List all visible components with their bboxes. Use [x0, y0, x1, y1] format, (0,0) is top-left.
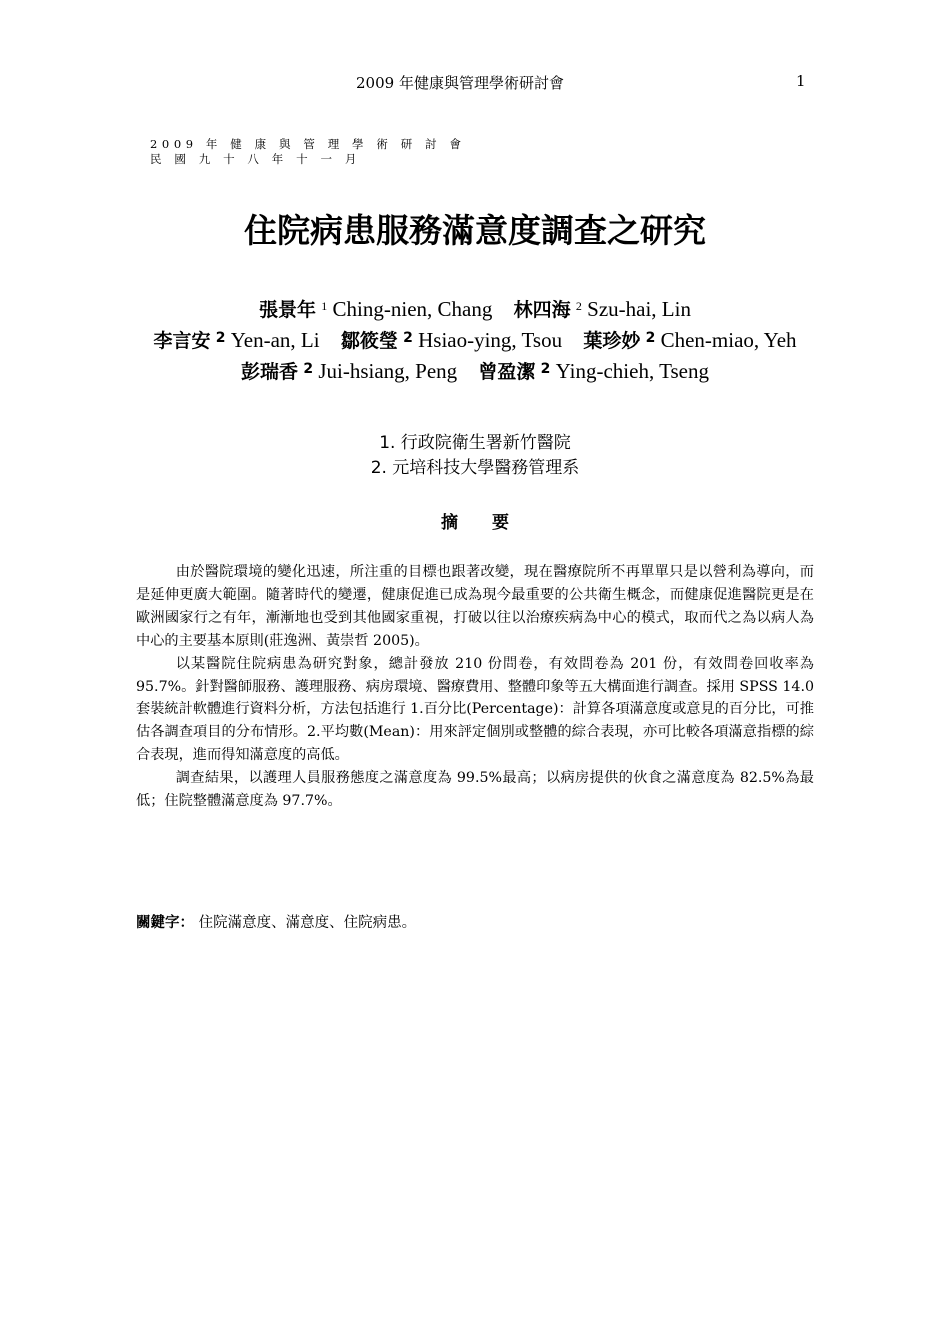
page-number: 1 [796, 72, 806, 90]
author-line-3 [136, 355, 814, 386]
author-name-cn: 曾盈潔 [478, 361, 536, 383]
author-name-cn: 李言安 [153, 330, 211, 352]
author-affil-mark: 2 [645, 330, 656, 346]
abstract-body [136, 561, 814, 813]
author-line-2 [136, 324, 814, 355]
author-affil-mark: 2 [215, 330, 226, 346]
running-header: 2009 年健康與管理學術研討會 [356, 74, 564, 92]
paper-title: 住院病患服務滿意度調查之研究 [244, 211, 706, 250]
author-affil-mark: 2 [403, 330, 413, 346]
author-name-cn: 張景年 [259, 299, 317, 321]
author-name-cn: 林四海 [513, 299, 571, 321]
conference-meta [150, 137, 466, 167]
abstract-paragraph: 以某醫院住院病患為研究對象，總計發放 210 份問卷，有效問卷為 201 份，有效問卷回收率為 95.7%。針對醫師服務、護理服務、病房環境、醫療費用、整體印象等五大構面進行調查。採用 SPSS 14.0 套裝統計軟體進行資料分析，方法包括進行 1.百分比(Percentage)：計算各項滿意度或意見的百分比，可推估各調查項目的分布情形。2.平均數(Mean)：用來評定個別或整體的綜合表現，亦可比較各項滿意指標的綜合表現，進而得知滿意度的高低。 [136, 655, 814, 764]
author-name-en: Jui-hsiang, Peng [318, 359, 458, 383]
author-name-en: Yen-an, Li [230, 328, 320, 352]
conference-date: 民 國 九 十 八 年 十 一 月 [150, 152, 361, 166]
author-line-1 [136, 292, 814, 324]
affiliation: 2. 元培科技大學醫務管理系 [370, 458, 580, 478]
author-name-en: Szu-hai, Lin [587, 297, 691, 321]
affiliations [0, 431, 950, 481]
author-name-en: Chen-miao, Yeh [660, 328, 797, 352]
author-affil-mark: 2 [540, 361, 551, 377]
keywords-label: 關鍵字： [136, 915, 194, 931]
author-affil-mark: 2 [575, 299, 582, 313]
author-name-cn: 彭瑞香 [241, 361, 299, 383]
author-name-en: Ching-nien, Chang [332, 297, 493, 321]
abstract-paragraph: 由於醫院環境的變化迅速，所注重的目標也跟著改變，現在醫療院所不再單單只是以營利為導向，而是延伸更廣大範圍。隨著時代的變遷，健康促進已成為現今最重要的公共衛生概念，而健康促進醫院更是在歐洲國家行之有年，漸漸地也受到其他國家重視，打破以往以治療疾病為中心的模式，取而代之為以病人為中心的主要基本原則(莊逸洲、黃崇哲 2005)。 [136, 564, 814, 649]
conference-name: 2009 年 健 康 與 管 理 學 術 研 討 會 [150, 137, 466, 151]
author-name-cn: 鄒筱瑩 [340, 330, 398, 352]
author-affil-mark: 1 [321, 299, 328, 313]
author-name-en: Ying-chieh, Tseng [555, 359, 709, 383]
keywords [136, 911, 416, 932]
author-name-en: Hsiao-ying, Tsou [418, 328, 563, 352]
keywords-text: 住院滿意度、滿意度、住院病患。 [198, 915, 417, 931]
abstract-heading: 摘 要 [441, 513, 509, 533]
author-list [136, 292, 814, 386]
author-affil-mark: 2 [303, 361, 314, 377]
affiliation: 1. 行政院衛生署新竹醫院 [379, 433, 571, 453]
abstract-paragraph: 調查結果，以護理人員服務態度之滿意度為 99.5%最高；以病房提供的伙食之滿意度為 82.5%為最低；住院整體滿意度為 97.7%。 [136, 770, 814, 810]
author-name-cn: 葉珍妙 [583, 330, 641, 352]
